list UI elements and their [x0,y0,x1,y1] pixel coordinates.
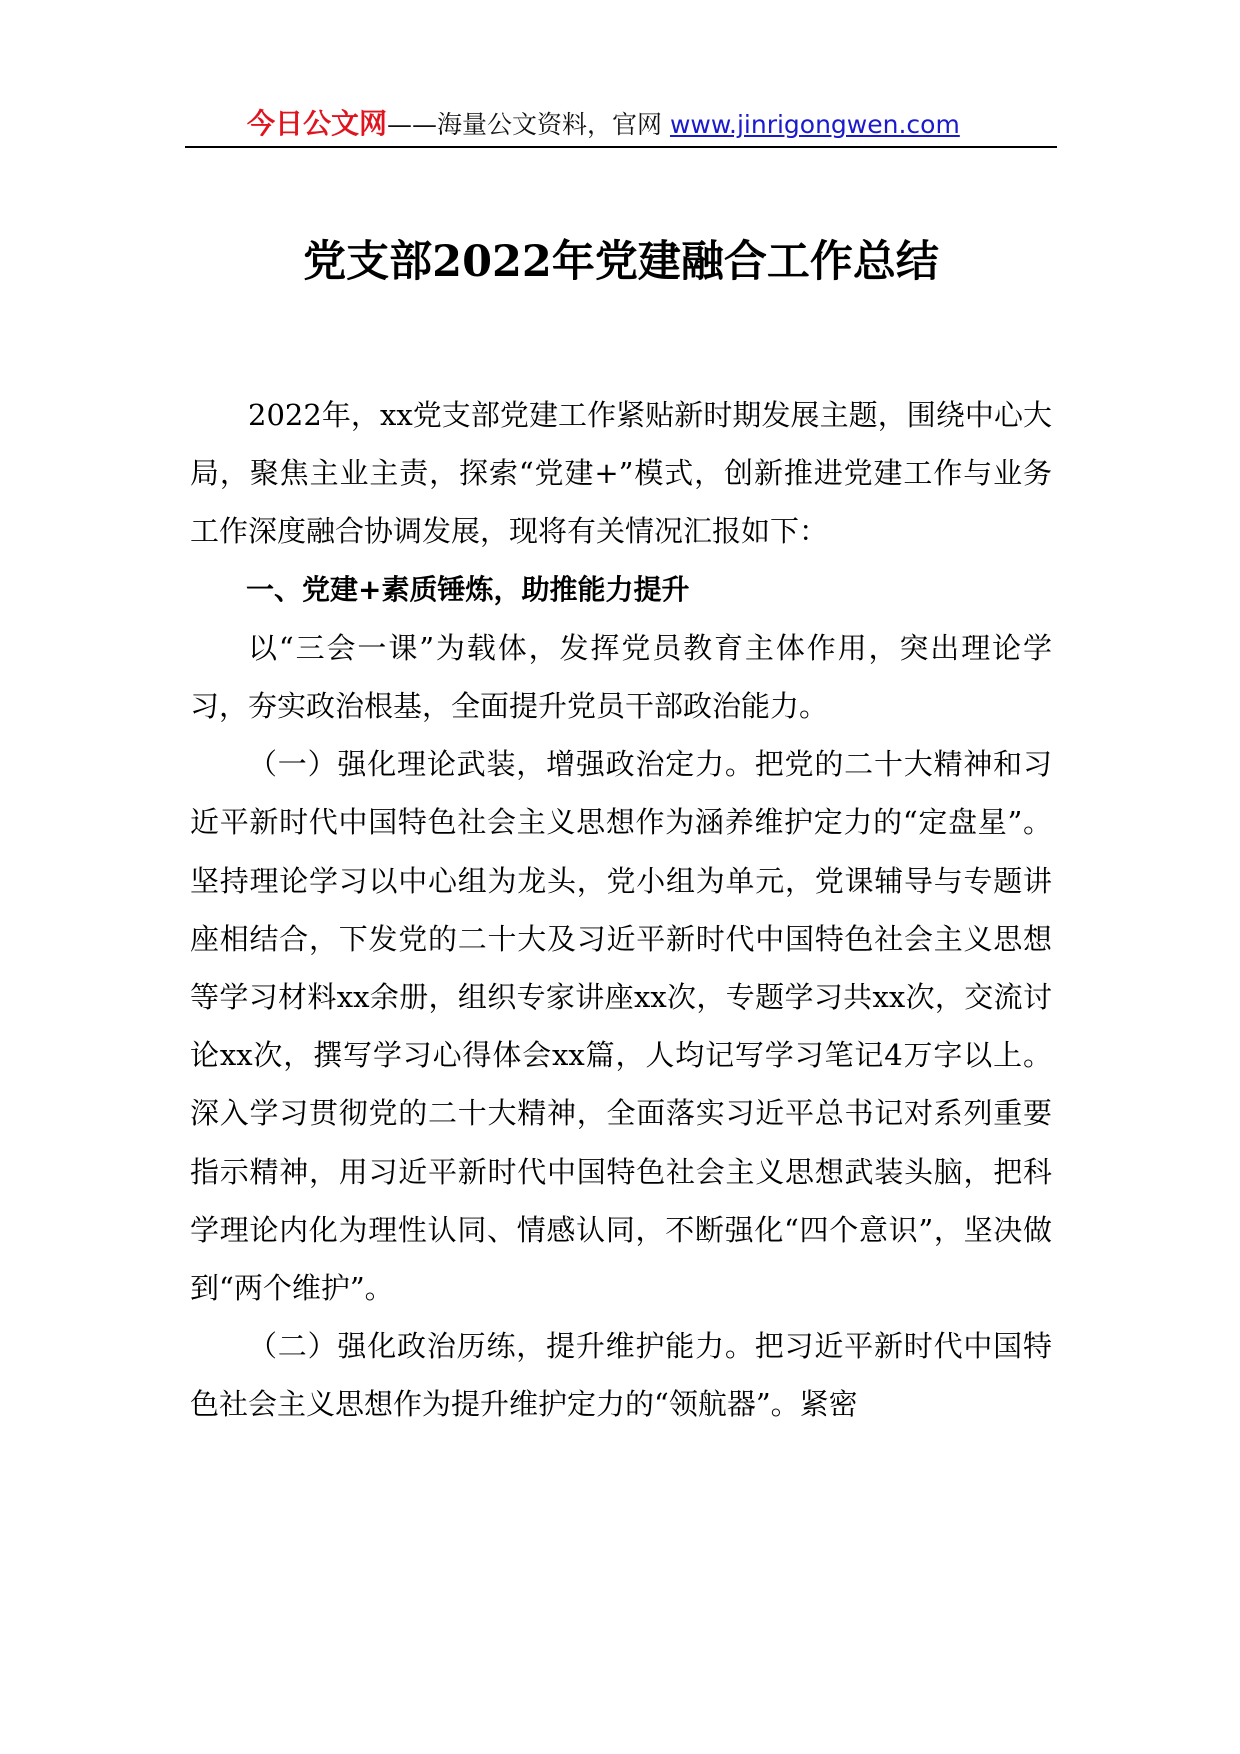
intro-paragraph: 2022年，xx党支部党建工作紧贴新时期发展主题，围绕中心大局，聚焦主业主责，探索“党建+”模式，创新推进党建工作与业务工作深度融合协调发展，现将有关情况汇报如下： [190,398,1052,549]
site-header [185,104,1057,145]
section-heading: 一、党建+素质锤炼，助推能力提升 [246,572,690,606]
site-tagline: ——海量公文资料，官网 [387,110,670,139]
body-paragraph: （二）强化政治历练，提升维护能力。把习近平新时代中国特色社会主义思想作为提升维护定力的“领航器”。紧密 [190,1329,1052,1422]
document-title: 党支部2022年党建融合工作总结 [303,237,939,287]
header-divider [185,146,1057,148]
document-body [190,386,1052,1434]
site-brand[interactable]: 今日公文网 [247,107,388,140]
body-paragraph: （一）强化理论武装，增强政治定力。把党的二十大精神和习近平新时代中国特色社会主义思想作为涵养维护定力的“定盘星”。坚持理论学习以中心组为龙头，党小组为单元，党课辅导与专题讲座相结合，下发党的二十大及习近平新时代中国特色社会主义思想等学习材料xx余册，组织专家讲座xx次，专题学习共xx次，交流讨论xx次，撰写学习心得体会xx篇，人均记写学习笔记4万字以上。深入学习贯彻党的二十大精神，全面落实习近平总书记对系列重要指示精神，用习近平新时代中国特色社会主义思想武装头脑，把科学理论内化为理性认同、情感认同，不断强化“四个意识”，坚决做到“两个维护”。 [190,747,1052,1306]
body-paragraph: 以“三会一课”为载体，发挥党员教育主体作用，突出理论学习，夯实政治根基，全面提升党员干部政治能力。 [190,630,1052,724]
site-url-link[interactable]: www.jinrigongwen.com [669,110,960,139]
